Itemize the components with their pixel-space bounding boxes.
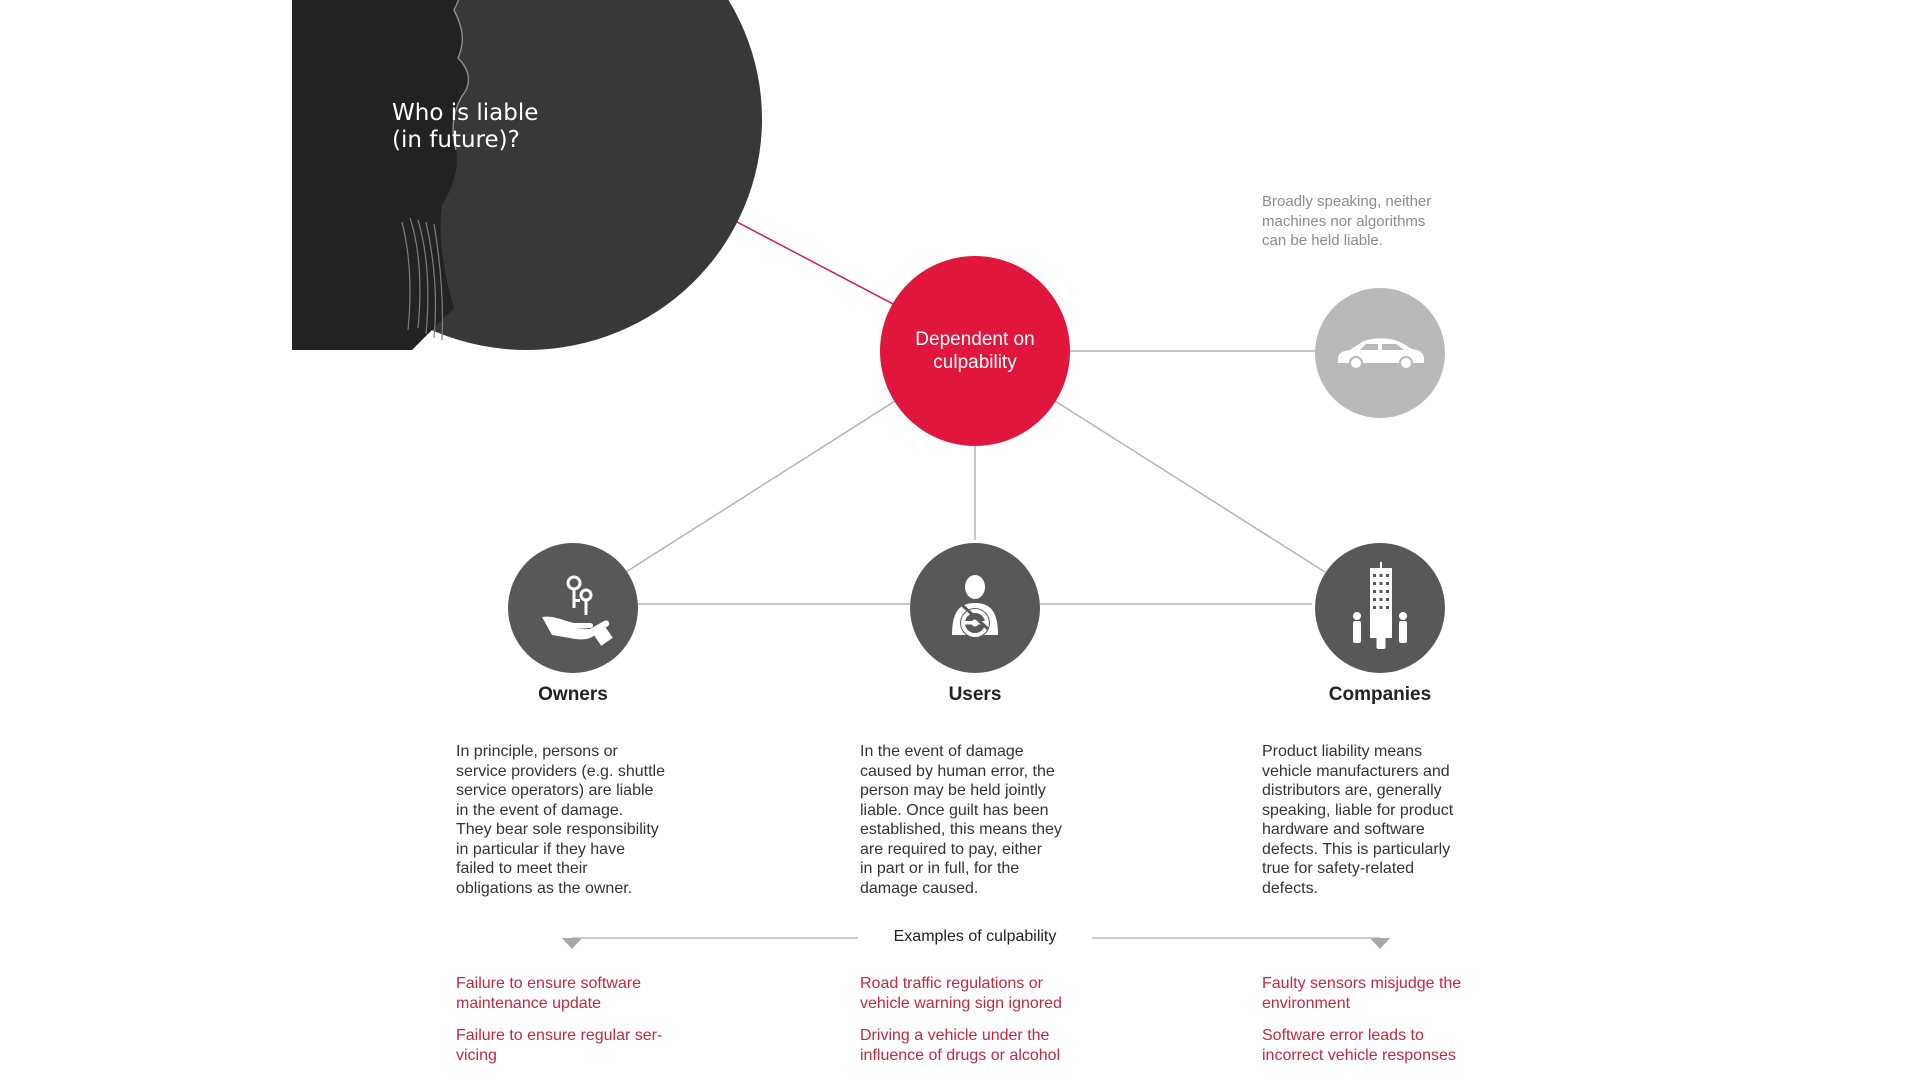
center-node-label-line-2: culpability — [933, 352, 1017, 373]
users-title: Users — [948, 684, 1002, 705]
hero-question-line-1: Who is liable — [392, 100, 539, 126]
center-node-culpability — [880, 256, 1070, 446]
users-example-1: Road traffic regulations or vehicle warning sign ignored — [860, 975, 1062, 1012]
owners-node — [508, 543, 638, 673]
examples-separator-label: Examples of culpability — [860, 928, 1090, 946]
owners-example-1: Failure to ensure software maintenance update — [456, 975, 641, 1012]
users-example-2: Driving a vehicle under the influence of drugs or alcohol — [860, 1027, 1061, 1064]
car-icon — [1332, 333, 1428, 373]
center-node-label — [900, 328, 1050, 374]
companies-example-2: Software error leads to incorrect vehicle responses — [1262, 1027, 1456, 1064]
owners-description: In principle, persons or service providers (e.g. shuttle service operators) are liable in the event of damage. They bear sole responsibility in particular if they have failed to meet their obligations as the owner. — [456, 743, 665, 897]
companies-title: Companies — [1328, 684, 1432, 705]
connector-center-to-companies — [1055, 401, 1325, 572]
companies-node — [1315, 543, 1445, 673]
office-building-people-icon — [1337, 560, 1423, 656]
users-examples-list — [860, 974, 1110, 1078]
arrow-down-right-icon — [1370, 938, 1390, 949]
companies-examples-list — [1262, 974, 1512, 1078]
vehicle-node — [1315, 288, 1445, 418]
driver-steering-wheel-icon — [932, 565, 1018, 651]
hero-portrait-image — [292, 0, 762, 350]
companies-example-1: Faulty sensors misjudge the environment — [1262, 975, 1462, 1012]
users-node — [910, 543, 1040, 673]
hero-question — [392, 100, 612, 154]
companies-description: Product liability means vehicle manufacturers and distributors are, generally speaking, liable for product hardware and software defects. This is particularly true for safety-related defects. — [1262, 743, 1454, 897]
owners-title: Owners — [538, 684, 608, 705]
owners-examples-list — [456, 974, 706, 1078]
face-silhouette-icon — [292, 0, 762, 350]
owners-example-2: Failure to ensure regular ser- vicing — [456, 1027, 663, 1064]
hand-keys-icon — [530, 565, 616, 651]
hero-portrait-panel — [392, 0, 762, 350]
hero-question-line-2: (in future)? — [392, 127, 520, 153]
vehicle-liability-note: Broadly speaking, neither machines nor algorithms can be held liable. — [1262, 193, 1432, 249]
center-node-label-line-1: Dependent on — [915, 329, 1035, 350]
arrow-down-left-icon — [562, 938, 582, 949]
users-description: In the event of damage caused by human error, the person may be held jointly liable. Once guilt has been established, this means they are required to pay, either in part or in full, for the damage caused. — [860, 743, 1062, 897]
connector-center-to-owners — [626, 401, 895, 572]
